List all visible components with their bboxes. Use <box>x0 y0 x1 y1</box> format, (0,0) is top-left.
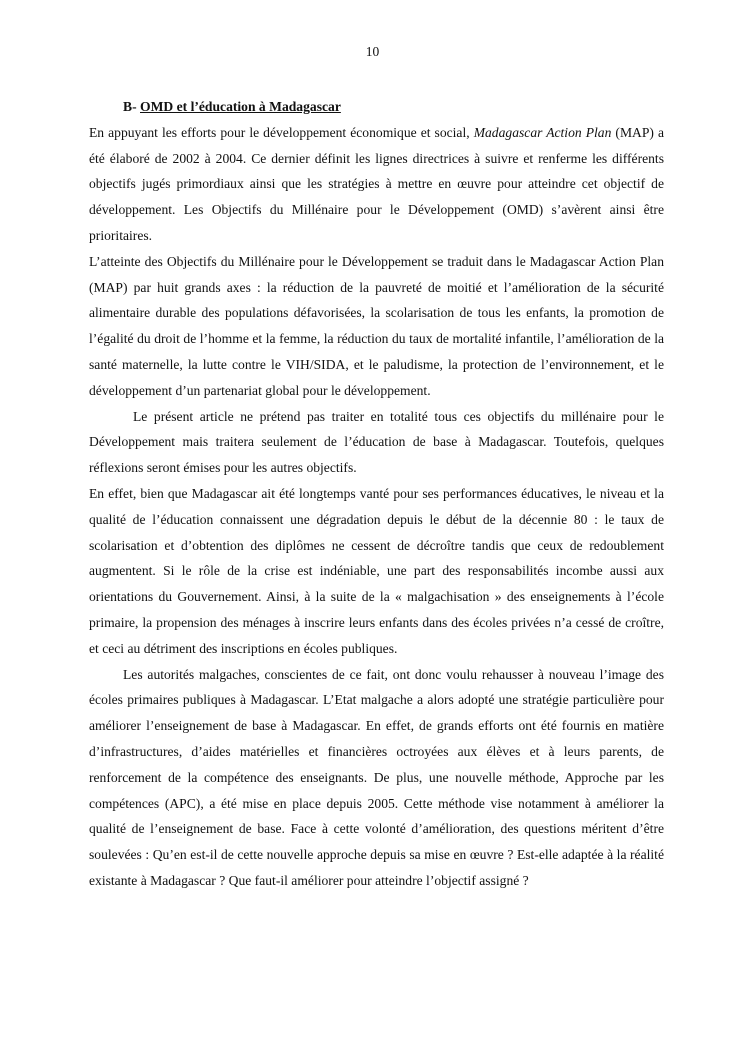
page-number: 10 <box>365 44 380 59</box>
paragraph-2: L’atteinte des Objectifs du Millénaire pour le Développement se traduit dans le Madagascar Action Plan (MAP) par huit grands axes : la réduction de la pauvreté de moitié et l’amélioration de la sécurité alimentaire durable des populations défavorisées, la scolarisation de tous les enfants, la promotion de l’égalité du droit de l’homme et la femme, la réduction du taux de mortalité infantile, l’amélioration de la santé maternelle, la lutte contre le VIH/SIDA, et le paludisme, la protection de l’environnement, et le développement d’un partenariat global pour le développement. <box>89 253 664 398</box>
paragraph-1-start: En appuyant les efforts pour le développement économique et social, <box>89 124 474 140</box>
paragraph-5: Les autorités malgaches, conscientes de ce fait, ont donc voulu rehausser à nouveau l’image des écoles primaires publiques à Madagascar. L’Etat malgache a alors adopté une stratégie particulière pour améliorer l’enseignement de base à Madagascar. En effet, de grands efforts ont été fournis en matière d’infrastructures, d’aides matérielles et financières octroyées aux élèves et à leurs parents, de renforcement de la compétence des enseignants. De plus, une nouvelle méthode, Approche par les compétences (APC), a été mise en place depuis 2005. Cette méthode vise notamment à améliorer la qualité de l’enseignement de base. Face à cette volonté d’amélioration, des questions méritent d’être soulevées : Qu’en est-il de cette nouvelle approche depuis sa mise en œuvre ? Est-elle adaptée à la réalité existante à Madagascar ? Que faut-il améliorer pour atteindre l’objectif assigné ? <box>89 666 664 888</box>
section-label: B- <box>123 99 137 114</box>
paragraph-1 <box>89 120 664 249</box>
section-title: OMD et l’éducation à Madagascar <box>140 99 341 114</box>
paragraph-1-end: (MAP) a été élaboré de 2002 à 2004. Ce dernier définit les lignes directrices à suivre et renferme les différents objectifs jugés primordiaux ainsi que les stratégies à mettre en œuvre pour atteindre cet objectif de développement. Les Objectifs du Millénaire pour le Développement (OMD) s’avèrent ainsi être prioritaires. <box>89 124 665 243</box>
document-body <box>89 94 664 894</box>
paragraph-3: Le présent article ne prétend pas traiter en totalité tous ces objectifs du millénaire pour le Développement mais traitera seulement de l’éducation de base à Madagascar. Toutefois, quelques réflexions seront émises pour les autres objectifs. <box>89 408 664 476</box>
paragraph-1-italic: Madagascar Action Plan <box>473 124 612 140</box>
section-heading <box>89 94 664 120</box>
paragraph-4: En effet, bien que Madagascar ait été longtemps vanté pour ses performances éducatives, le niveau et la qualité de l’éducation connaissent une dégradation depuis le début de la décennie 80 : le taux de scolarisation et d’obtention des diplômes ne cessent de décroître tandis que ceux de redoublement augmentent. Si le rôle de la crise est indéniable, une part des responsabilités incombe aussi aux orientations du Gouvernement. Ainsi, à la suite de la « malgachisation » des enseignements à l’école primaire, la propension des ménages à inscrire leurs enfants dans des écoles privées n’a cessé de croître, et ceci au détriment des inscriptions en écoles publiques. <box>89 485 664 656</box>
